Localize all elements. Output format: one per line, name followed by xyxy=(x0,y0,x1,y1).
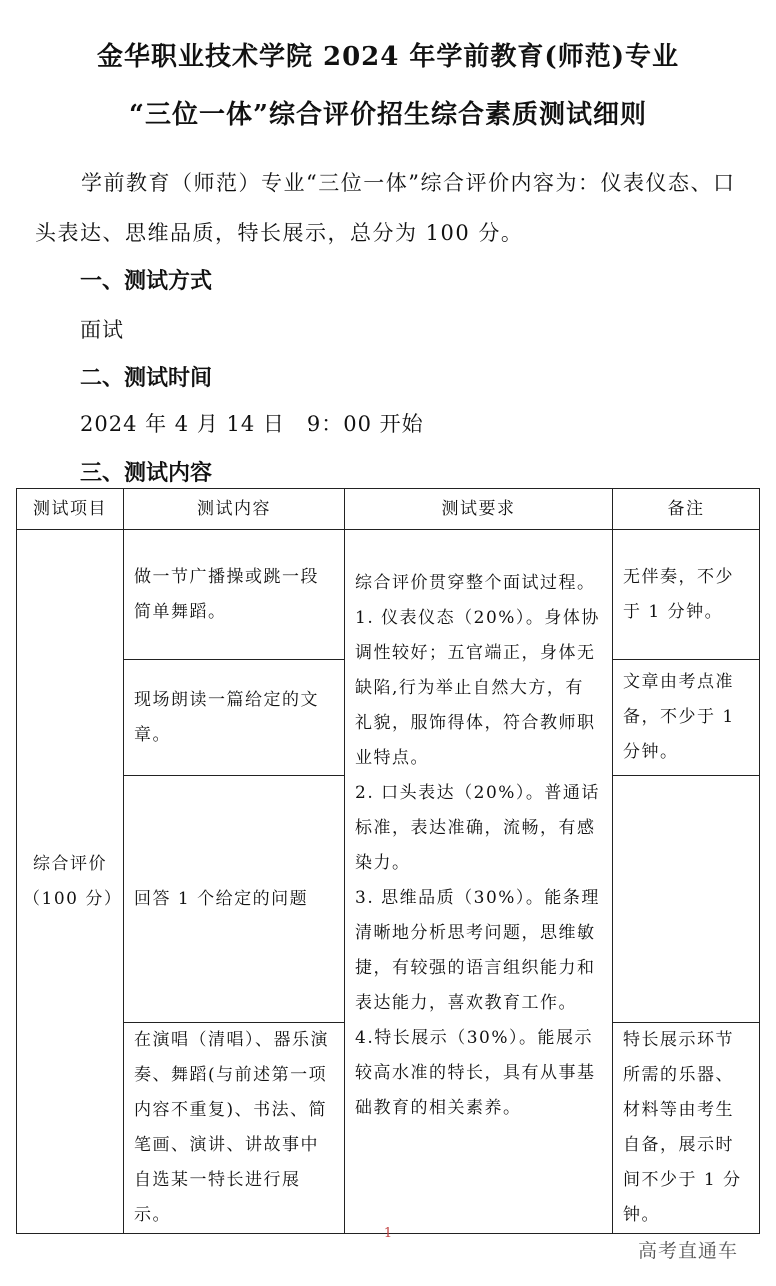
note-cell xyxy=(613,776,760,1023)
content-cell: 在演唱（清唱）、器乐演奏、舞蹈(与前述第一项内容不重复)、书法、简笔画、演讲、讲故事中自选某一特长进行展示。 xyxy=(124,1023,345,1234)
note-cell: 无伴奏，不少于 1 分钟。 xyxy=(613,530,760,660)
page-number: 1 xyxy=(383,1226,393,1241)
test-item-score: （100 分） xyxy=(23,888,123,909)
test-details-table xyxy=(16,488,760,1234)
header-requirements: 测试要求 xyxy=(345,489,613,530)
watermark: 高考直通车 xyxy=(638,1240,739,1262)
table-row xyxy=(17,530,760,660)
test-item-label: 综合评价 xyxy=(33,853,107,874)
content-cell: 回答 1 个给定的问题 xyxy=(124,776,345,1023)
requirement-paragraph: 4.特长展示（30%）。能展示较高水准的特长，具有从事基础教育的相关素养。 xyxy=(355,1028,596,1118)
header-item: 测试项目 xyxy=(17,489,124,530)
content-cell: 现场朗读一篇给定的文章。 xyxy=(124,660,345,776)
requirement-paragraph: 1. 仪表仪态（20%）。身体协调性较好；五官端正，身体无缺陷,行为举止自然大方，有礼貌，服饰得体，符合教师职业特点。 xyxy=(355,608,600,768)
document-title-line1: 金华职业技术学院 2024 年学前教育(师范)专业 xyxy=(96,42,680,72)
document-title-line2: “三位一体”综合评价招生综合素质测试细则 xyxy=(129,100,647,130)
section-heading-content: 三、测试内容 xyxy=(80,461,213,486)
requirement-paragraph: 综合评价贯穿整个面试过程。 xyxy=(355,573,596,593)
requirement-paragraph: 2. 口头表达（20%）。普通话标准，表达准确，流畅，有感染力。 xyxy=(355,783,600,873)
requirements-text xyxy=(355,566,602,1126)
table-header-row xyxy=(17,489,760,530)
content-cell: 做一节广播操或跳一段简单舞蹈。 xyxy=(124,530,345,660)
intro-paragraph: 学前教育（师范）专业“三位一体”综合评价内容为：仪表仪态、口头表达、思维品质，特长展示，总分为 100 分。 xyxy=(35,171,736,245)
header-content: 测试内容 xyxy=(124,489,345,530)
section-content-time: 2024 年 4 月 14 日 9：00 开始 xyxy=(80,412,424,436)
section-content-method: 面试 xyxy=(80,318,124,342)
requirement-paragraph: 3. 思维品质（30%）。能条理清晰地分析思考问题，思维敏捷，有较强的语言组织能力和表达能力，喜欢教育工作。 xyxy=(355,888,600,1013)
test-item-cell xyxy=(17,530,124,1234)
note-cell: 文章由考点准备，不少于 1 分钟。 xyxy=(613,660,760,776)
section-heading-method: 一、测试方式 xyxy=(80,269,213,294)
header-notes: 备注 xyxy=(613,489,760,530)
note-cell: 特长展示环节所需的乐器、材料等由考生自备，展示时间不少于 1 分钟。 xyxy=(613,1023,760,1234)
requirements-cell xyxy=(345,530,613,1234)
section-heading-time: 二、测试时间 xyxy=(80,366,213,391)
